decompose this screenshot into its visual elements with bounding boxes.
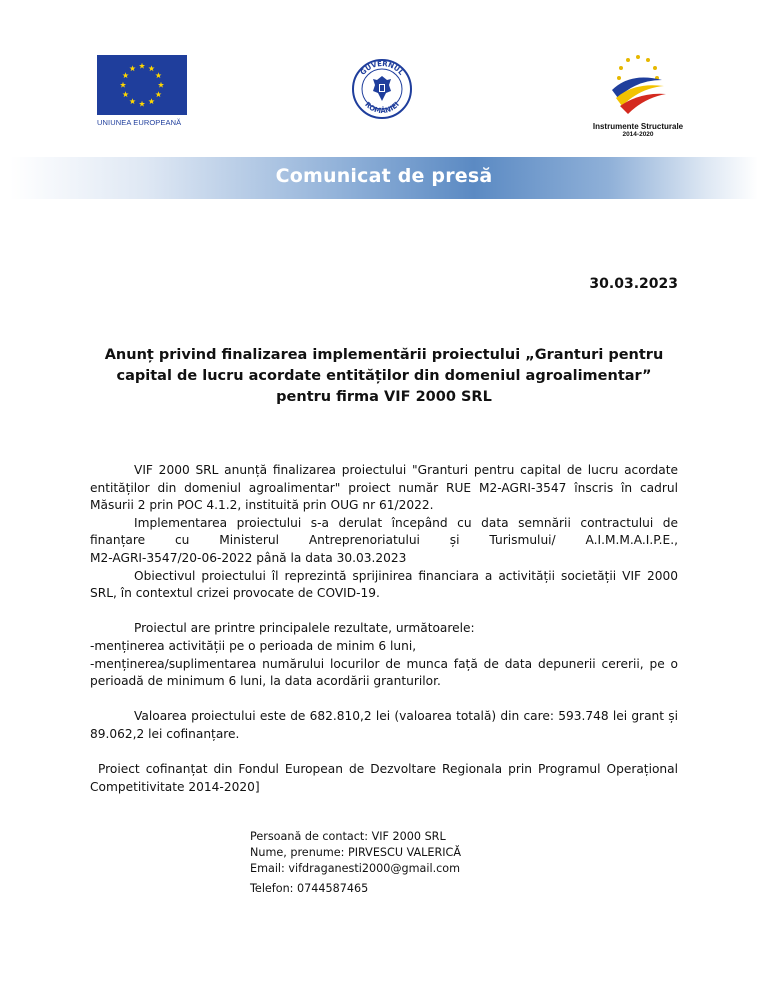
gov-text-top: GUVERNUL — [358, 59, 406, 77]
structural-instruments-caption: Instrumente Structurale — [592, 122, 684, 131]
headline-line-3: pentru firma VIF 2000 SRL — [276, 389, 492, 405]
paragraph-results-intro: Proiectul are printre principalele rezultate, următoarele: — [134, 621, 475, 636]
press-release-body — [90, 462, 678, 796]
paragraph-objective: Obiectivul proiectului îl reprezintă sprijinirea financiara a activității societății VIF 2000 SRL, în contextul crizei provocate de COVID-19. — [90, 568, 678, 601]
paragraph-project-value: Valoarea proiectului este de 682.810,2 lei (valoarea totală) din care: 593.748 lei grant și 89.062,2 lei cofinanțare. — [90, 709, 678, 741]
banner-title: Comunicat de presă — [275, 165, 493, 187]
paragraph-cofinancing: Proiect cofinanțat din Fondul European de Dezvoltare Regionala prin Programul Operațional Competitivitate 2014-2020] — [90, 762, 678, 794]
result-item-activity: -menținerea activității pe o perioada de minim 6 luni, — [90, 638, 417, 653]
contact-phone: Telefon: 0744587465 — [250, 882, 369, 895]
headline-line-1: Anunț privind finalizarea implementării proiectului „Granturi pentru — [104, 347, 664, 363]
paragraph-implementation-contract: M2-AGRI-3547/20-06-2022 până la data 30.03.2023 — [90, 550, 407, 565]
headline-line-2: capital de lucru acordate entităților din domeniul agroalimentar” — [116, 368, 652, 384]
press-release-banner — [10, 157, 758, 199]
gov-text-bottom: ROMÂNIEI — [363, 100, 401, 116]
structural-instruments-icon — [590, 50, 686, 118]
structural-instruments-logo — [590, 50, 686, 138]
structural-instruments-years: 2014-2020 — [622, 131, 654, 138]
government-seal-logo — [351, 58, 413, 120]
paragraph-announcement: VIF 2000 SRL anunță finalizarea proiectului "Granturi pentru capital de lucru acordate entităților din domeniul agroalimentar" proiect număr RUE M2-AGRI-3547 înscris în cadrul Măsurii 2 prin POC 4.1.2, instituită prin OUG nr 61/2022. — [90, 463, 678, 513]
contact-email: Email: vifdraganesti2000@gmail.com — [250, 862, 461, 875]
paragraph-implementation: Implementarea proiectului s-a derulat începând cu data semnării contractului de finanțare cu Ministerul Antreprenoriatului și Turismului/ A.I.M.M.A.I.P.E., — [90, 515, 678, 548]
contact-name: Nume, prenume: PIRVESCU VALERICĂ — [250, 846, 461, 859]
eu-logo — [97, 55, 189, 127]
contact-person: Persoană de contact: VIF 2000 SRL — [250, 830, 446, 843]
release-date: 30.03.2023 — [589, 276, 678, 292]
result-item-jobs: -menținerea/suplimentarea numărului locurilor de munca față de data depunerii cererii, pe o perioadă de minimum 6 luni, la data acordării granturilor. — [90, 656, 678, 689]
headline — [60, 345, 708, 408]
government-seal-icon — [351, 58, 413, 120]
contact-block — [250, 829, 670, 897]
eu-caption: UNIUNEA EUROPEANĂ — [97, 118, 182, 127]
eu-flag-icon — [97, 55, 187, 115]
